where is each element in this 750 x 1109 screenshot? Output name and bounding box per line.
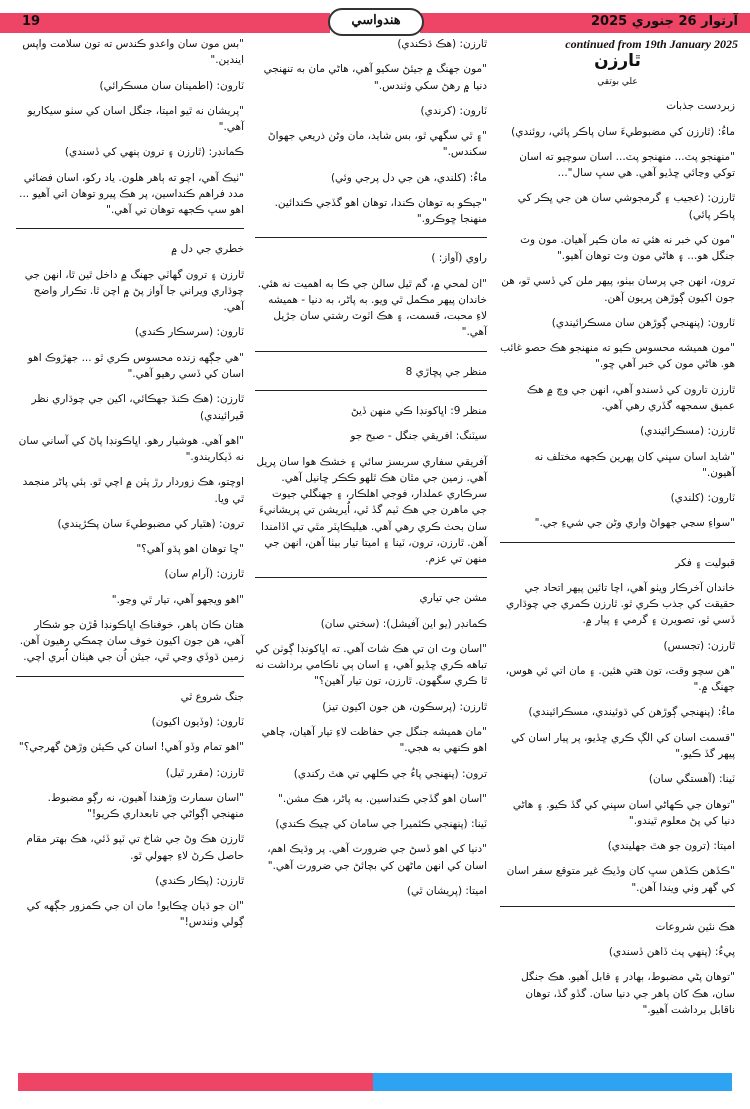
paragraph: ماءُ: (ٿارزن کي مضبوطيءَ سان پاڪر پائي، روئندي) [511,125,735,138]
paragraph: ٿارزن هڪ وڻ جي شاخ تي ٽپو ڏئي، هڪ بهتر مقام حاصل ڪرڻ لاءِ جهولي ٿو. [26,833,244,862]
scene-end: منظر جي پڇاڙي 8 [405,365,487,378]
column-left [16,36,244,940]
section-heading: مشن جي تياري [419,592,487,605]
paragraph: خاندان آخرڪار ويٺو آهي، اچا تائين پيهر اتحاد جي حقيقت کي جذب ڪري ٿو. ٿارزن ڪمري جي چوڌاري ڏسي ٿو، تصويرن ۽ گرمي ۽ پيار ۾. [506,581,735,627]
paragraph: ٿارزن ۽ ترون گهاٽي جهنگ ۾ داخل ٿين ٿا، انهن جي چوڌاري ويراني جا آواز پڻ ۾ اچن ٿا. تڪرار واضح آهي. [24,268,244,314]
section-divider [255,577,487,578]
right-section-2 [500,555,735,896]
paragraph: "بس مون سان واعدو ڪندس ته تون سلامت واپس ايندين." [22,38,244,67]
paragraph: "توهان پڻي مضبوط، بهادر ۽ قابل آهيو. هڪ جنگل سان، هڪ کان ٻاهر جي دنيا سان. گڏو گڏ، توهان ناقابل برداشت آهيو." [521,971,735,1016]
paragraph: ٽارون: (وڏيون اکيون) [151,715,244,728]
paragraph: "مون کي خبر نه هئي ته مان ڪير آهيان. مون وٽ جنگل هو... ۽ هاڻي مون وٽ توهان آهيو." [520,233,735,263]
paragraph: "۽ ٿي سگهي ٿو، بس شايد، مان وڻن ذريعي جهواڻ سکندس." [267,130,487,159]
section-heading: قبوليت ۽ فکر [675,556,735,569]
paragraph: ترون: (هٿيار کي مضبوطيءَ سان پڪڙيندي) [57,517,244,530]
paragraph: ماءُ: (کلندي، هن جي دل پرجي وئي) [330,171,487,184]
paragraph: ٽارون: (کلندي) [670,492,735,505]
paragraph: ٿارزن: (پرسڪون، هن جون اکيون تيز) [322,700,487,713]
paragraph: "اهو ويجهو آهي، تيار ٿي وڃو." [111,593,244,606]
paragraph: هتان ڪان ٻاهر، خوفناڪ اڀاڪونڊا ڦڙن جو شڪار آهي، هن جون اکيون خوف سان چمڪي رهيون آهن. زمين ڌوڏي وڃي ٿي، جيئن اُن جي هيٺان اُبري اچي. [19,618,244,664]
paragraph: "مون جهنگ ۾ جيئڻ سکيو آهي، هاڻي مان به تنهنجي دنيا ۾ رهڻ سکي وٺندس." [263,63,487,92]
paragraph: ٿارزن: (عجيب ۽ گرمجوشي سان هن جي ڀڪر کي پاڪر پائي) [517,192,735,221]
paragraph: ٿارزن: (مسڪرائيندي) [640,425,735,438]
paragraph: زبردست جذبات [666,100,735,113]
column-right [500,48,735,1027]
section-divider [255,390,487,391]
paragraph: "منهنجو پٽ... منهنجو پٽ... اسان سوچيو ته اسان توکي وڃائي ڇڏيو آهي. هي سڀ سال"... [519,150,735,180]
paragraph: ٽارون: (کرندي) [420,104,487,117]
footer-bar-red [18,1073,373,1091]
paragraph: "پريشان نه ٿيو اميتا، جنگل اسان کي سٺو سيکاريو آهي." [27,104,244,134]
right-section-3 [500,919,735,1018]
paragraph: ٽارون: (سرسڪار ڪندي) [134,326,244,339]
paragraph: "هن سچو وقت، تون هتي هئين. ۽ مان اتي ئي هوس، جهنگ ۾." [505,664,735,694]
paragraph: ٽينا: (آهستگي سان) [648,773,735,786]
paragraph: "اهو آهي. هوشيار رهو. اڀاڪونڊا پاڻ کي آساني سان نه ڏيکاريندو." [18,434,244,464]
article-byline: علي بوتقي [597,77,638,88]
article-title: ٿارزن [594,51,641,71]
paragraph: ٽينا: (پنهنجي ڪئميرا جي سامان کي چيڪ ڪندي) [275,818,487,831]
paragraph: ٿارزن تارون کي ڏسندو آهي، انهن جي وچ ۾ هڪ عميق سمجهه گڏري رهي آهي. [526,383,735,412]
paragraph: "اسان سمارٽ وڙهندا آهيون، نه رڳو مضبوط. منهنجي اڳواڻي جي تابعداري ڪريو!" [47,791,244,821]
paragraph: ٿارزن: (تجسس) [663,639,735,652]
paragraph: "دنيا کي اهو ڏسڻ جي ضرورت آهي. پر وڌيڪ اهم، اسان کي انهن ماڻهن کي بچائڻ جي ضرورت آهي." [267,843,487,872]
section-heading: هڪ نئين شروعات [655,920,735,933]
paragraph: "ان جو ڌيان ڇڪايو! مان ان جي ڪمزور جڳهه کي ڳولي وٺندس!" [26,900,244,929]
paragraph: "جيڪو به توهان ڪندا، توهان اهو گڏجي ڪندائين. منهنجا ڇوڪرو." [274,196,487,226]
paragraph: "مون هميشه محسوس ڪيو ته منهنجو هڪ حصو غائب هو. هاڻي مون کي خبر آهي ڇو." [500,342,735,371]
middle-section-3 [255,364,487,380]
paragraph: "قسمت اسان کي الڳ ڪري ڇڏيو، پر پيار اسان کي پيهر گڏ ڪيو." [511,731,735,760]
continued-note: continued from 19th January 2025 [565,37,738,51]
paragraph: اوچتو، هڪ زوردار رڙ پٽن ۾ اچي ٿو. ٻئي پاڻر منجمد ٿي ويا. [22,476,244,505]
paragraph: ٽارون: (اطمينان سان مسڪرائي) [99,79,244,92]
paragraph: اميتا: (پريشان ٿي) [406,884,487,897]
paragraph: "ٺيڪ آهي، اچو ته ٻاهر هلون. ياد رکو، اسان فضائي مدد فراهم ڪنداسين، پر هڪ پيرو توهان اتي آهيو ... اهو سڀ ڪجهه توهان تي آهي." [19,171,244,217]
paragraph: "شايد اسان سڀني کان پهرين ڪجهه مختلف نه آهيون." [534,450,735,479]
column-middle [255,36,487,908]
middle-section-5 [255,590,487,899]
paragraph: "مان هميشه جنگل جي حفاظت لاءِ تيار آهيان، چاهي اهو ڪنهي به هجي." [261,725,487,755]
paragraph: "توهان جي ڪهاڻي اسان سڀني کي گڏ ڪيو. ۽ هاڻي دنيا کي پڻ معلوم ٿيندو." [512,798,735,827]
paragraph: ٿارزن: (هڪ ڪنڌ جهڪائي، اکين جي چوڌاري نظر ڦيرائيندي) [31,393,244,422]
header-bar-left [0,13,330,33]
section-divider [500,906,735,907]
section-heading: خطري جي دل ۾ [171,243,244,256]
paragraph: ٿارزن: (مقرر ٿيل) [165,766,244,779]
paragraph: "هي جڳهه زنده محسوس ڪري ٿو ... جهڙوڪ اهو اسان کي ڏسي رهيو آهي." [27,351,244,380]
paragraph: سيٽنگ: افريقي جنگل - صبح جو [350,430,487,443]
masthead-logo: هندواسي [328,8,424,36]
issue-date: آرتوار 26 جنوري 2025 [591,14,738,29]
left-section-2 [16,241,244,665]
paragraph: پيءُ: (پنهي پٺ ڏاهن ڏسندي) [608,946,735,959]
paragraph: "سواءِ سڃي جهواڻ واري وڻن جي شيءِ جي." [534,517,735,530]
paragraph: "اسان اهو گڏجي ڪنداسين. به پاڻر، هڪ مشن." [278,792,487,805]
section-divider [500,542,735,543]
paragraph: "ڇا توهان اهو پڌو آهي؟" [136,543,244,556]
left-section-3 [16,689,244,931]
middle-section-4 [255,403,487,567]
middle-section-1 [255,36,487,227]
page-header [0,0,750,36]
section-divider [255,237,487,238]
page-footer-bar [18,1073,732,1091]
paragraph: ڪمانڊر: (ٿارزن ۽ ترون ٻنهي کي ڏسندي) [64,146,244,159]
section-divider [16,228,244,229]
paragraph: "ان لمحي ۾، گم ٿيل سالن جي ڪا به اهميت نه هئي. خاندان پيهر مڪمل ٿي ويو. به پاڻر، به دنيا - هميشه لاءِ محبت، قسمت، ۽ هڪ اٽوٽ رشتي سان جڙيل آهي." [257,277,487,339]
footer-bar-blue [373,1073,732,1091]
left-section-1 [16,36,244,218]
section-heading: جنگ شروع ٿي [180,690,244,703]
section-heading: منظر 9: اڀاکونڊا ڪي منهن ڏيڻ [350,404,487,417]
paragraph: ماءُ: (پنهنجي ڳوڙهن کي ڌوئيندي، مسڪرائيندي) [528,706,735,719]
section-divider [16,676,244,677]
section-divider [255,351,487,352]
paragraph: ٿارزن: (آرام سان) [164,568,244,581]
paragraph: اميتا: (ترون جو هٿ جهليندي) [607,840,735,853]
paragraph: "ڪڏهن ڪڏهن سڀ کان وڏيڪ غير متوقع سفر اسان کي گهر وٺي ويندا آهن." [506,865,735,894]
paragraph: ٽارون: (پنهنجي ڳوڙهن سان مسڪرائيندي) [551,316,735,329]
page-number: 19 [22,14,41,29]
paragraph: ٿارزن: (هڪ ڌڪندي) [397,38,487,50]
paragraph: "اسان وٽ ان تي هڪ شاٽ آهي. ته اڀاکونڊا ڳوٺن کي تباهه ڪري ڇڏيو آهي، ۽ اسان ٻي ناڪامي برداشت نه ٿا ڪري سگهون. ٿارزن، تون تيار آهين؟" [255,642,487,688]
paragraph: ترون: (پنهنجي پاءُ جي ڪلهي تي هٿ رکندي) [293,767,487,780]
paragraph: ڪمانڊر (يو اين آفيشل): (سختي سان) [320,617,487,630]
paragraph: "اهو تمام وڏو آهي! اسان کي ڪيئن وڙهڻ گهرجي؟" [18,741,244,754]
paragraph: راوي (آواز: ) [431,252,487,265]
paragraph: ٿارزن: (پڪار ڪندي) [155,874,244,887]
paragraph: آفريقي سفاري سربسز سائي ۽ خشڪ هوا سان پريل آهي. زمين جي مٿان هڪ ٿلهو ڪڪر ڇانيل آهي. سرڪاري عملدار، فوجي اهلڪار، ۽ جهنگلي جيوت جي ماهرن جي هڪ ٽيم گڏ ٿي، اُيريشن تي پريشانيءَ سان بحث ڪري رهي آهي. هيليڪاپٽر مٿي تي اڏامندا آهن. ٿارزن، ترون، ٽينا ۽ اميتا تيار بيٺا آهن، انهن جي منهن تي عزم. [256,455,487,566]
middle-section-2 [255,250,487,340]
right-section-1 [500,98,735,531]
paragraph: ترون، انهن جي پرسان بيٺو، پيهر ملن کي ڏسي ٿو، هن جون اکيون ڳوڙهن ڀريون آهن. [501,275,735,304]
